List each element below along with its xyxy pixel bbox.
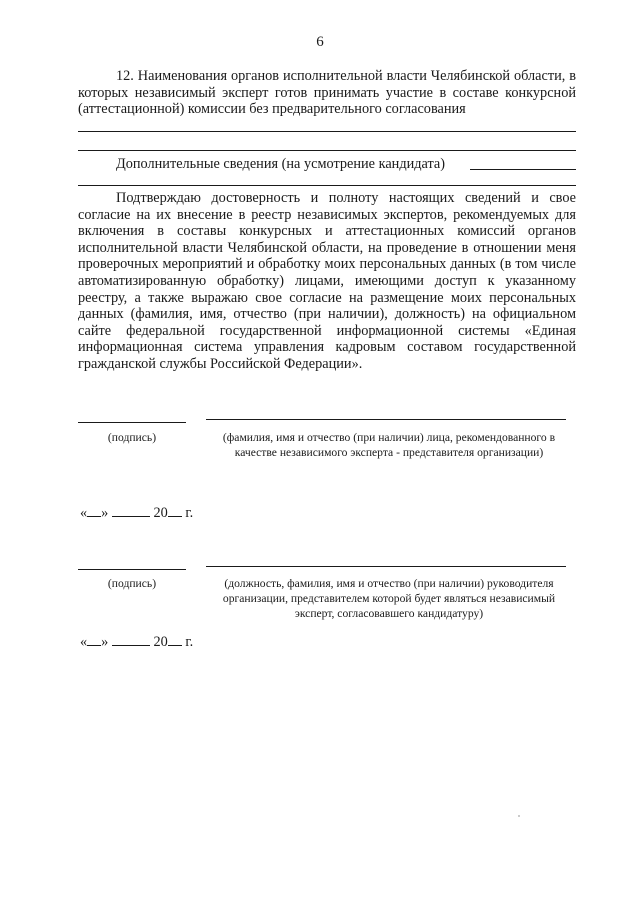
consent-text: Подтверждаю достоверность и полноту настоящих сведений и свое согласие на их внесение в реестр независимых экспертов, рекомендуемых для включения в составы конкурсных и аттестационных комиссий органов исполнительной власти Челябинской области, на проведение в отношении меня проверочных мероприятий и обработку моих персональных данных (в том числе автоматизированную обработку) лицами, имеющими доступ к указанному реестру, а также выражаю свое согласие на размещение моих персональных данных (фамилия, имя, отчество (при наличии), должность) на официальном сайте федеральной государственной информационной системы «Единая информационная система управления кадровым составом государственной гражданской службы Российской Федерации». <box>78 190 576 372</box>
section-12-text <box>78 68 576 118</box>
section-12-body: 12. Наименования органов исполнительной власти Челябинской области, в которых независимый эксперт готов принимать участие в составе конкурсной (аттестационной) комиссии без предварительного согласования <box>78 68 576 118</box>
name-caption-2: (должность, фамилия, имя и отчество (при наличии) руководителя организации, представителем которой будет являться независимый эксперт, согласовавшего кандидатуру) <box>222 577 556 620</box>
date-line-2 <box>80 633 193 651</box>
scan-speck <box>518 815 520 817</box>
additional-info-fill-line[interactable] <box>470 169 576 170</box>
year-field[interactable] <box>168 504 182 517</box>
date-close-quote: » <box>101 505 109 521</box>
day-field[interactable] <box>87 504 101 517</box>
page-number: 6 <box>316 34 324 50</box>
signature-line-2[interactable] <box>78 569 186 570</box>
consent-paragraph <box>78 190 576 373</box>
date-line-1 <box>80 504 193 522</box>
year-prefix: 20 <box>153 634 168 650</box>
year-suffix: г. <box>185 634 194 650</box>
year-suffix: г. <box>185 505 194 521</box>
name-line-1[interactable] <box>206 419 566 420</box>
year-field[interactable] <box>168 633 182 646</box>
month-field[interactable] <box>112 633 150 646</box>
name-caption-1: (фамилия, имя и отчество (при наличии) лица, рекомендованного в качестве независимого эксперта - представителя организации) <box>222 431 556 459</box>
signature-caption-1: (подпись) <box>107 431 157 444</box>
date-close-quote: » <box>101 634 109 650</box>
year-prefix: 20 <box>153 505 168 521</box>
additional-info-label: Дополнительные сведения (на усмотрение кандидата) <box>116 156 446 172</box>
name-line-2[interactable] <box>206 566 566 567</box>
month-field[interactable] <box>112 504 150 517</box>
date-open-quote: « <box>80 634 88 650</box>
signature-caption-2: (подпись) <box>107 577 157 590</box>
fill-line-3[interactable] <box>78 185 576 186</box>
day-field[interactable] <box>87 633 101 646</box>
date-open-quote: « <box>80 505 88 521</box>
signature-line-1[interactable] <box>78 422 186 423</box>
fill-line-2[interactable] <box>78 150 576 151</box>
fill-line-1[interactable] <box>78 131 576 132</box>
